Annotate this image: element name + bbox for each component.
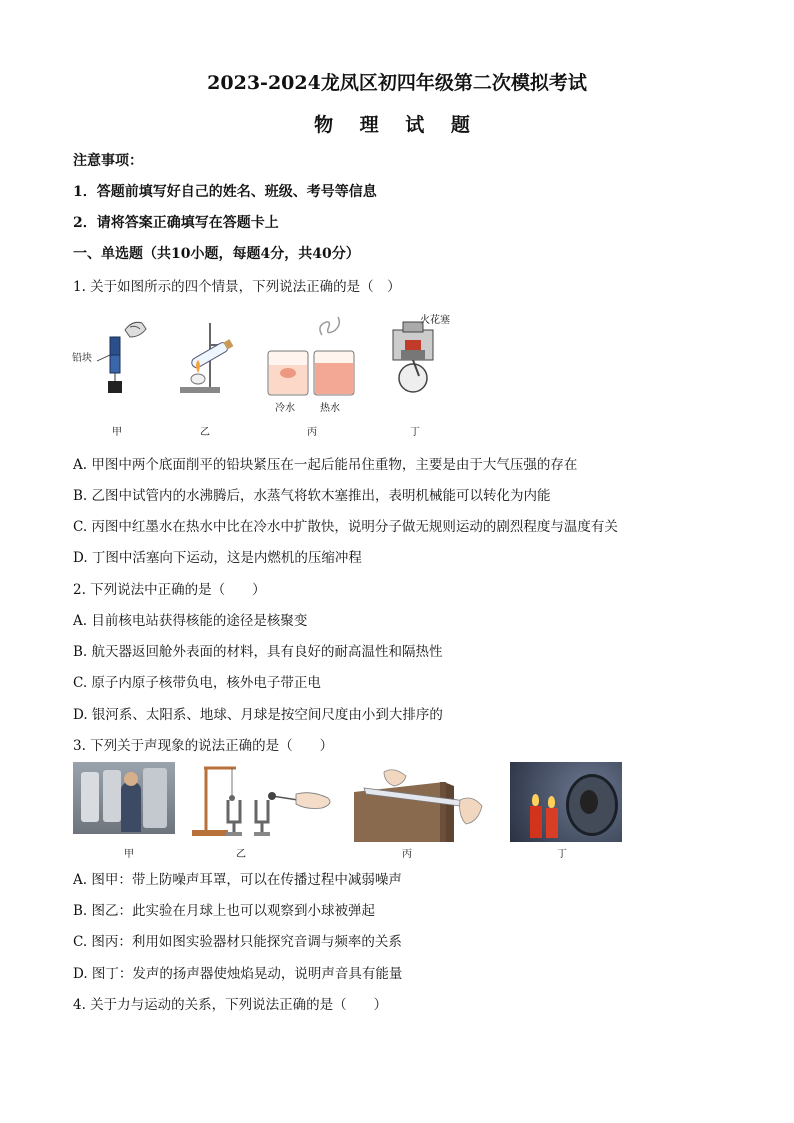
figure-label-spark: 火花塞 [420,315,450,326]
option-text: D. 银河系、太阳系、地球、月球是按空间尺度由小到大排序的 [73,707,443,723]
section-heading: 一、单选题（共10小题，每题4分，共40分） [73,246,360,262]
question-stem: 3. 下列关于声现象的说法正确的是（ ） [73,738,334,754]
figure-label-cold: 冷水 [275,403,295,414]
option-text: B. 图乙：此实验在月球上也可以观察到小球被弹起 [73,903,376,919]
figure-caption: 乙 [236,849,246,860]
option-text: C. 丙图中红墨水在热水中比在冷水中扩散快，说明分子做无规则运动的剧烈程度与温度有关 [73,519,618,535]
notice-item: 1．答题前填写好自己的姓名、班级、考号等信息 [73,184,377,200]
figure-caption: 丙 [402,849,412,860]
engine-cylinder-figure [385,318,445,398]
figure-caption: 甲 [124,849,134,860]
question-stem: 4. 关于力与运动的关系，下列说法正确的是（ ） [73,997,388,1013]
figure-label-hot: 热水 [320,403,340,414]
option-text: A. 甲图中两个底面削平的铅块紧压在一起后能吊住重物，主要是由于大气压强的存在 [73,457,578,473]
figure-caption: 丁 [410,427,420,438]
option-text: D. 丁图中活塞向下运动，这是内燃机的压缩冲程 [73,550,362,566]
notice-heading: 注意事项： [73,153,143,169]
option-text: B. 乙图中试管内的水沸腾后，水蒸气将软木塞推出，表明机械能可以转化为内能 [73,488,551,504]
exam-subtitle: 物 理 试 题 [314,114,480,136]
option-text: D. 图丁：发声的扬声器使烛焰晃动，说明声音具有能量 [73,966,403,982]
factory-photo [73,762,175,834]
option-text: A. 目前核电站获得核能的途径是核聚变 [73,613,308,629]
option-text: C. 图丙：利用如图实验器材只能探究音调与频率的关系 [73,934,402,950]
question-stem: 2. 下列说法中正确的是（ ） [73,582,266,598]
option-text: B. 航天器返回舱外表面的材料，具有良好的耐高温性和隔热性 [73,644,443,660]
figure-caption: 乙 [200,427,210,438]
figure-label-lead: 铅块 [72,353,92,364]
ruler-table-figure [354,762,494,842]
question-stem: 1. 关于如图所示的四个情景，下列说法正确的是（ ） [73,279,401,295]
figure-caption: 丁 [557,849,567,860]
tuning-fork-figure [188,760,343,838]
speaker-candle-photo [510,762,622,842]
beakers-figure [262,315,362,400]
notice-item: 2．请将答案正确填写在答题卡上 [73,215,279,231]
figure-caption: 丙 [307,427,317,438]
option-text: C. 原子内原子核带负电，核外电子带正电 [73,675,321,691]
test-tube-figure [172,315,247,400]
figure-caption: 甲 [112,427,122,438]
option-text: A. 图甲：带上防噪声耳罩，可以在传播过程中减弱噪声 [73,872,402,888]
exam-title: 2023-2024龙凤区初四年级第二次模拟考试 [207,72,587,94]
